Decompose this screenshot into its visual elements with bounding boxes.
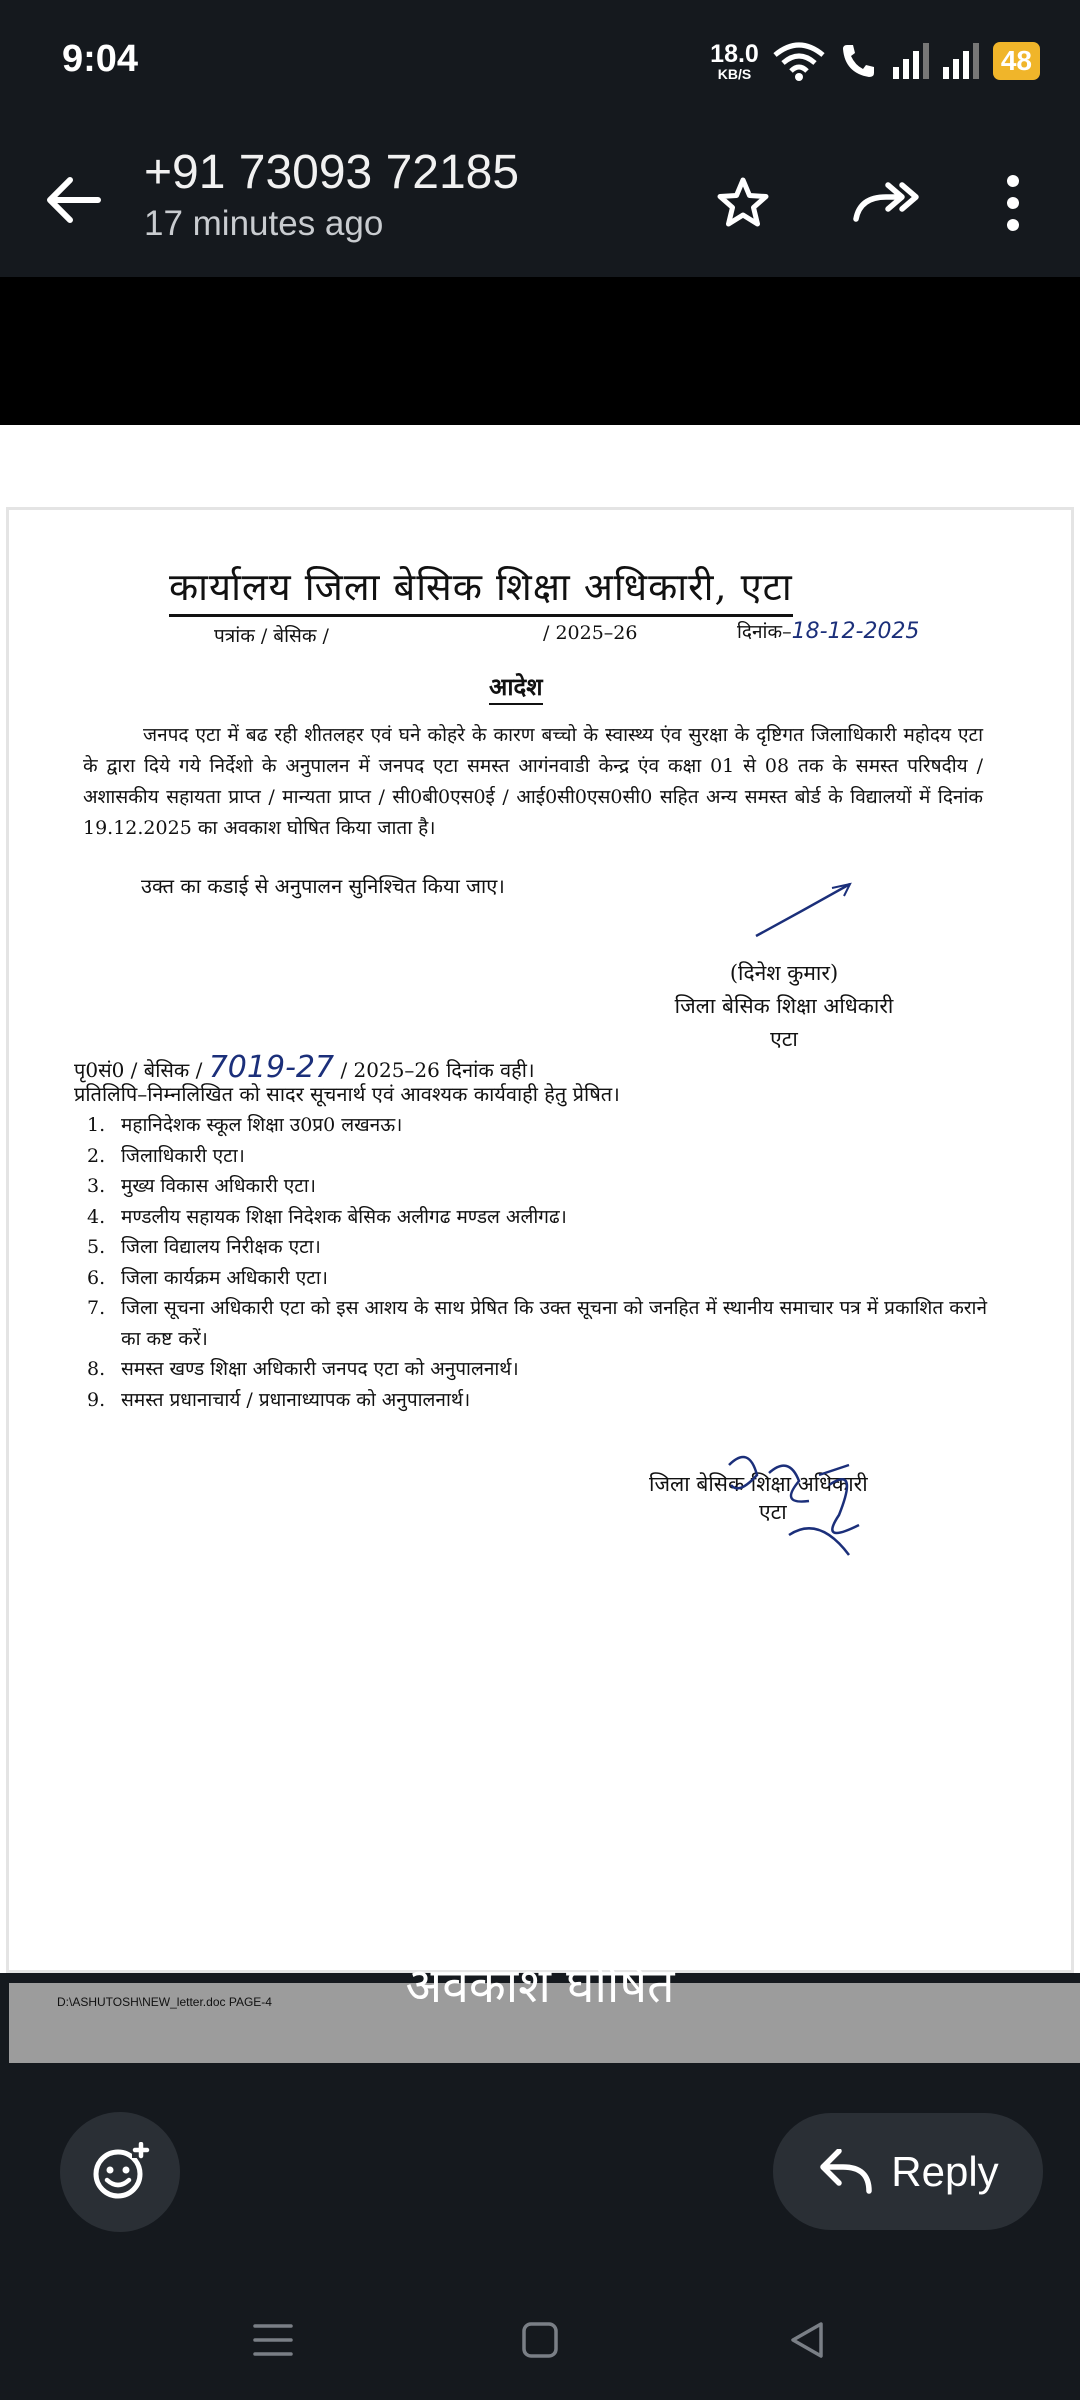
react-button[interactable] — [60, 2112, 180, 2232]
emoji-add-icon — [90, 2142, 150, 2202]
order-heading: आदेश — [489, 670, 543, 705]
more-options-button[interactable] — [973, 163, 1053, 243]
recent-apps-button[interactable] — [243, 2310, 303, 2370]
list-item: 3. मुख्य विकास अधिकारी एटा। — [87, 1175, 316, 1197]
contact-name: +91 73093 72185 — [144, 146, 520, 199]
battery-indicator: 48 — [993, 42, 1040, 80]
handwritten-signature — [709, 1445, 889, 1565]
distribution-list — [87, 1110, 997, 1415]
endorse-suffix: / 2025–26 दिनांक वही। — [340, 1058, 535, 1082]
list-item: 5. जिला विद्यालय निरीक्षक एटा। — [87, 1236, 321, 1258]
media-top-band — [0, 277, 1080, 425]
reference-year: / 2025–26 — [543, 622, 638, 644]
media-image[interactable] — [0, 425, 1080, 2009]
signatory-name: (दिनेश कुमार) — [729, 961, 839, 985]
clock: 9:04 — [62, 38, 139, 80]
navigation-bar — [0, 2300, 1080, 2400]
scanned-letter — [6, 507, 1074, 2009]
contact-info — [144, 145, 519, 244]
system-back-button[interactable] — [777, 2310, 837, 2370]
back-arrow-icon — [40, 165, 110, 235]
reply-icon — [817, 2149, 873, 2195]
signal-1-icon — [893, 43, 929, 79]
signature-block — [649, 957, 919, 1056]
status-icons — [710, 38, 1040, 84]
endorse-prefix: पृ0सं0 / बेसिक / — [74, 1058, 203, 1082]
triangle-back-icon — [787, 2320, 827, 2360]
menu-icon — [253, 2322, 293, 2358]
reference-label: पत्रांक / बेसिक / — [214, 625, 329, 647]
reply-label: Reply — [891, 2147, 999, 2195]
list-item: 9. समस्त प्रधानाचार्य / प्रधानाध्यापक को अनुपालनार्थ। — [87, 1388, 471, 1411]
message-time: 17 minutes ago — [144, 204, 384, 243]
list-item: 1. महानिदेशक स्कूल शिक्षा उ0प्र0 लखनऊ। — [87, 1114, 403, 1136]
network-speed — [710, 39, 759, 82]
forward-icon — [852, 175, 920, 231]
signatory2-place: एटा — [759, 1500, 787, 1524]
signatory2-title: जिला बेसिक शिक्षा अधिकारी — [649, 1472, 868, 1496]
signal-2-icon — [943, 43, 979, 79]
file-path: D:\ASHUTOSH\NEW_letter.doc PAGE-4 — [57, 1995, 272, 2009]
list-item: 2. जिलाधिकारी एटा। — [87, 1144, 245, 1167]
wifi-calling-icon — [839, 41, 879, 81]
signatory-place: एटा — [770, 1027, 798, 1051]
wifi-icon — [773, 41, 825, 81]
list-item: 8. समस्त खण्ड शिक्षा अधिकारी जनपद एटा को अनुपालनार्थ। — [87, 1358, 519, 1380]
list-item: 4. मण्डलीय सहायक शिक्षा निदेशक बेसिक अलीगढ मण्डल अलीगढ। — [87, 1205, 567, 1228]
network-speed-value: 18.0 — [710, 39, 759, 68]
order-paragraph: जनपद एटा में बढ रही शीतलहर एवं घने कोहरे के कारण बच्चो के स्वास्थ्य एंव सुरक्षा के दृष्टिगत जिलाधिकारी महोदय एटा के द्वारा दिये गये निर्देशो के अनुपालन में जनपद एटा समस्त आगंनवाडी केन्द्र एंव कक्षा 01 से 08 तक के समस्त परिषदीय / अशासकीय सहायता प्राप्त / मान्यता प्राप्त / सी0बी0एस0ई / आई0सी0एस0सी0 सहित अन्य समस्त बोर्ड के विद्यालयों में दिनांक 19.12.2025 का अवकाश घोषित किया जाता है। — [83, 724, 983, 839]
endorse-number: 7019-27 — [208, 1050, 335, 1085]
signatory-title: जिला बेसिक शिक्षा अधिकारी — [674, 994, 894, 1018]
list-item: 7. जिला सूचना अधिकारी एटा को इस आशय के साथ प्रेषित कि उक्त सूचना को जनहित में स्थानीय समाचार पत्र में प्रकाशित कराने का कष्ट करें। — [87, 1297, 988, 1350]
more-vertical-icon — [1003, 173, 1023, 233]
office-title: कार्यालय जिला बेसिक शिक्षा अधिकारी, एटा — [169, 560, 793, 617]
star-icon — [715, 175, 771, 231]
signature-mark — [754, 880, 854, 940]
reply-button[interactable] — [773, 2113, 1043, 2230]
home-square-icon — [520, 2320, 560, 2360]
list-item: 6. जिला कार्यक्रम अधिकारी एटा। — [87, 1266, 328, 1289]
date-line — [737, 618, 919, 644]
back-button[interactable] — [40, 165, 110, 235]
viewer-header — [0, 125, 1080, 277]
compliance-line: उक्त का कडाई से अनुपालन सुनिश्चित किया जाए। — [141, 874, 505, 898]
home-button[interactable] — [510, 2310, 570, 2370]
date-handwritten: 18-12-2025 — [791, 619, 920, 644]
forward-button[interactable] — [846, 163, 926, 243]
media-caption: अवकाश घोषित — [405, 1958, 675, 2014]
star-button[interactable] — [703, 163, 783, 243]
status-bar — [0, 0, 1080, 125]
copy-to-line: प्रतिलिपि–निम्नलिखित को सादर सूचनार्थ एवं आवश्यक कार्यवाही हेतु प्रेषित। — [74, 1082, 620, 1106]
date-label: दिनांक– — [737, 621, 792, 643]
network-speed-unit: KB/S — [717, 65, 752, 82]
